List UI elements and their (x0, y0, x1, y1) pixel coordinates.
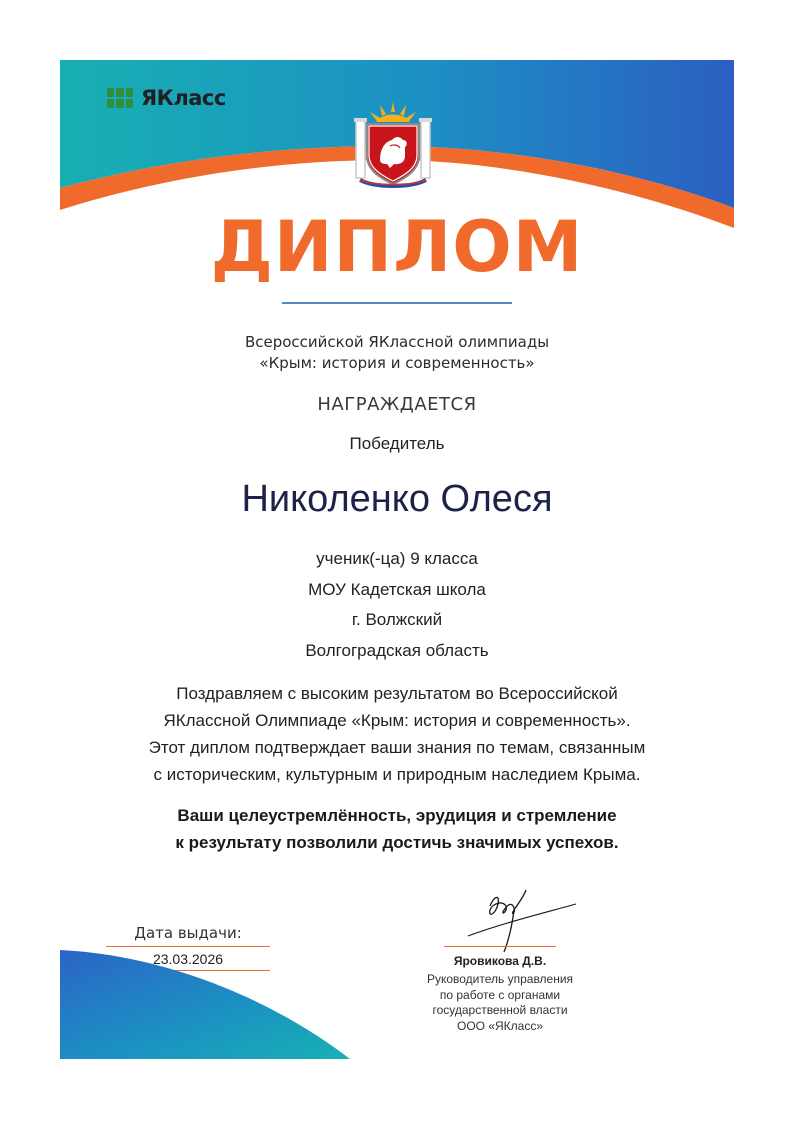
issue-date-label: Дата выдачи: (134, 924, 242, 942)
olympiad-line-1: Всероссийской ЯКлассной олимпиады (244, 333, 550, 351)
recipient-school: МОУ Кадетская школа (308, 579, 486, 599)
awarded-heading: НАГРАЖДАЕТСЯ (317, 394, 477, 415)
olympiad-line-2: «Крым: история и современность» (259, 354, 535, 372)
signatory-role-line: Руководитель управления (426, 972, 574, 986)
congratulations-text (100, 680, 694, 788)
congrats-line: Поздравляем с высоким результатом во Всероссийской (176, 684, 618, 703)
praise-text (100, 802, 694, 856)
recipient-region: Волгоградская область (305, 640, 489, 660)
recipient-details (60, 544, 734, 666)
recipient-grade: ученик(-ца) 9 класса (316, 549, 478, 568)
award-status: Победитель (349, 434, 445, 453)
recipient-name: Николенко Олеся (241, 478, 553, 520)
praise-line: Ваши целеустремлённость, эрудиция и стремление (177, 806, 617, 825)
praise-line: к результату позволили достичь значимых успехов. (175, 833, 619, 852)
diploma-title: ДИПЛОМ (210, 206, 584, 288)
yaklass-logo (107, 85, 226, 111)
handwritten-signature (460, 886, 580, 958)
recipient-city: г. Волжский (351, 610, 443, 629)
issue-date-value: 23.03.2026 (152, 951, 224, 967)
congrats-line: с историческим, культурным и природным наследием Крыма. (153, 765, 641, 784)
congrats-line: Этот диплом подтверждает ваши знания по темам, связанным (148, 738, 646, 757)
signature-rule (444, 946, 556, 947)
logo-text: ЯКласс (141, 86, 226, 110)
issue-date-rule-top (106, 946, 270, 947)
diploma-page (60, 60, 734, 1059)
signatory-name: Яровикова Д.В. (453, 954, 547, 968)
yaklass-logo-icon (107, 88, 133, 108)
congrats-line: ЯКлассной Олимпиаде «Крым: история и современность». (163, 711, 631, 730)
signatory-role-line: ООО «ЯКласс» (456, 1018, 543, 1033)
title-underline (282, 302, 512, 304)
signatory-role-line: по работе с органами (439, 987, 561, 1002)
olympiad-name (60, 332, 734, 374)
footer-wave-decoration (60, 950, 734, 1059)
signatory-role-line: государственной власти (432, 1003, 568, 1017)
crimea-coat-of-arms-icon (350, 98, 436, 190)
